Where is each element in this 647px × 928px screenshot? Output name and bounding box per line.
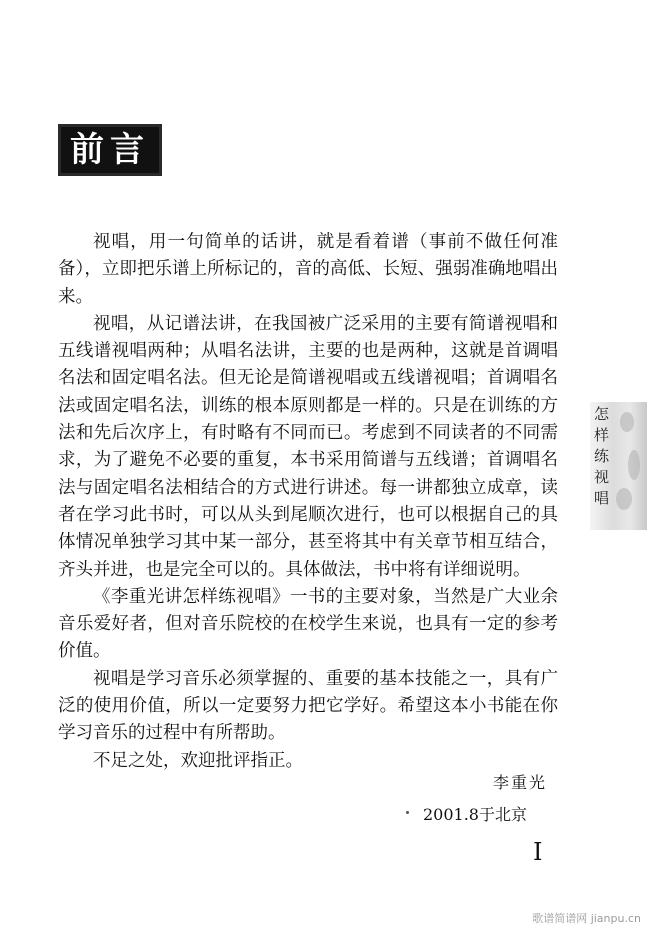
watermark: 歌谱简谱网 jianpu.cn: [532, 912, 641, 925]
tab-texture-mark: [628, 450, 640, 480]
side-tab-label: 怎样练视唱: [592, 406, 610, 511]
title-banner: [58, 124, 162, 176]
side-tab: [590, 402, 647, 530]
paragraph-3: 《李重光讲怎样练视唱》一书的主要对象，当然是广大业余音乐爱好者，但对音乐院校的在校学生来说，也具有一定的参考价值。: [58, 586, 558, 662]
preface-body: [58, 229, 558, 775]
print-speck: [406, 811, 409, 814]
signature-author: 李重光: [492, 773, 547, 792]
page-number: I: [533, 838, 543, 866]
paragraph-1: 视唱，用一句简单的话讲，就是看着谱（事前不做任何准备），立即把乐谱上所标记的，音的高低、长短、强弱准确地唱出来。: [58, 232, 558, 307]
paragraph-2: 视唱，从记谱法讲，在我国被广泛采用的主要有简谱视唱和五线谱视唱两种；从唱名法讲，主要的也是两种，这就是首调唱名法和固定唱名法。但无论是简谱视唱或五线谱视唱；首调唱名法或固定唱名法，训练的根本原则都是一样的。只是在训练的方法和先后次序上，有时略有不同而已。考虑到不同读者的不同需求，为了避免不必要的重复，本书采用简谱与五线谱；首调唱名法与固定唱名法相结合的方式进行讲述。每一讲都独立成章，读者在学习此书时，可以从头到尾顺次进行，也可以根据自己的具体情况单独学习其中某一部分，甚至将其中有关章节相互结合，齐头并进，也是完全可以的。具体做法，书中将有详细说明。: [58, 313, 558, 580]
paragraph-5: 不足之处，欢迎批评指正。: [93, 750, 303, 771]
page-title: 前言: [70, 130, 150, 170]
signature-date-place: 2001.8于北京: [423, 805, 527, 824]
paragraph-4: 视唱是学习音乐必须掌握的、重要的基本技能之一，具有广泛的使用价值，所以一定要努力把它学好。希望这本小书能在你学习音乐的过程中有所帮助。: [58, 668, 558, 744]
tab-texture-mark: [620, 412, 634, 432]
tab-texture-mark: [616, 488, 632, 510]
